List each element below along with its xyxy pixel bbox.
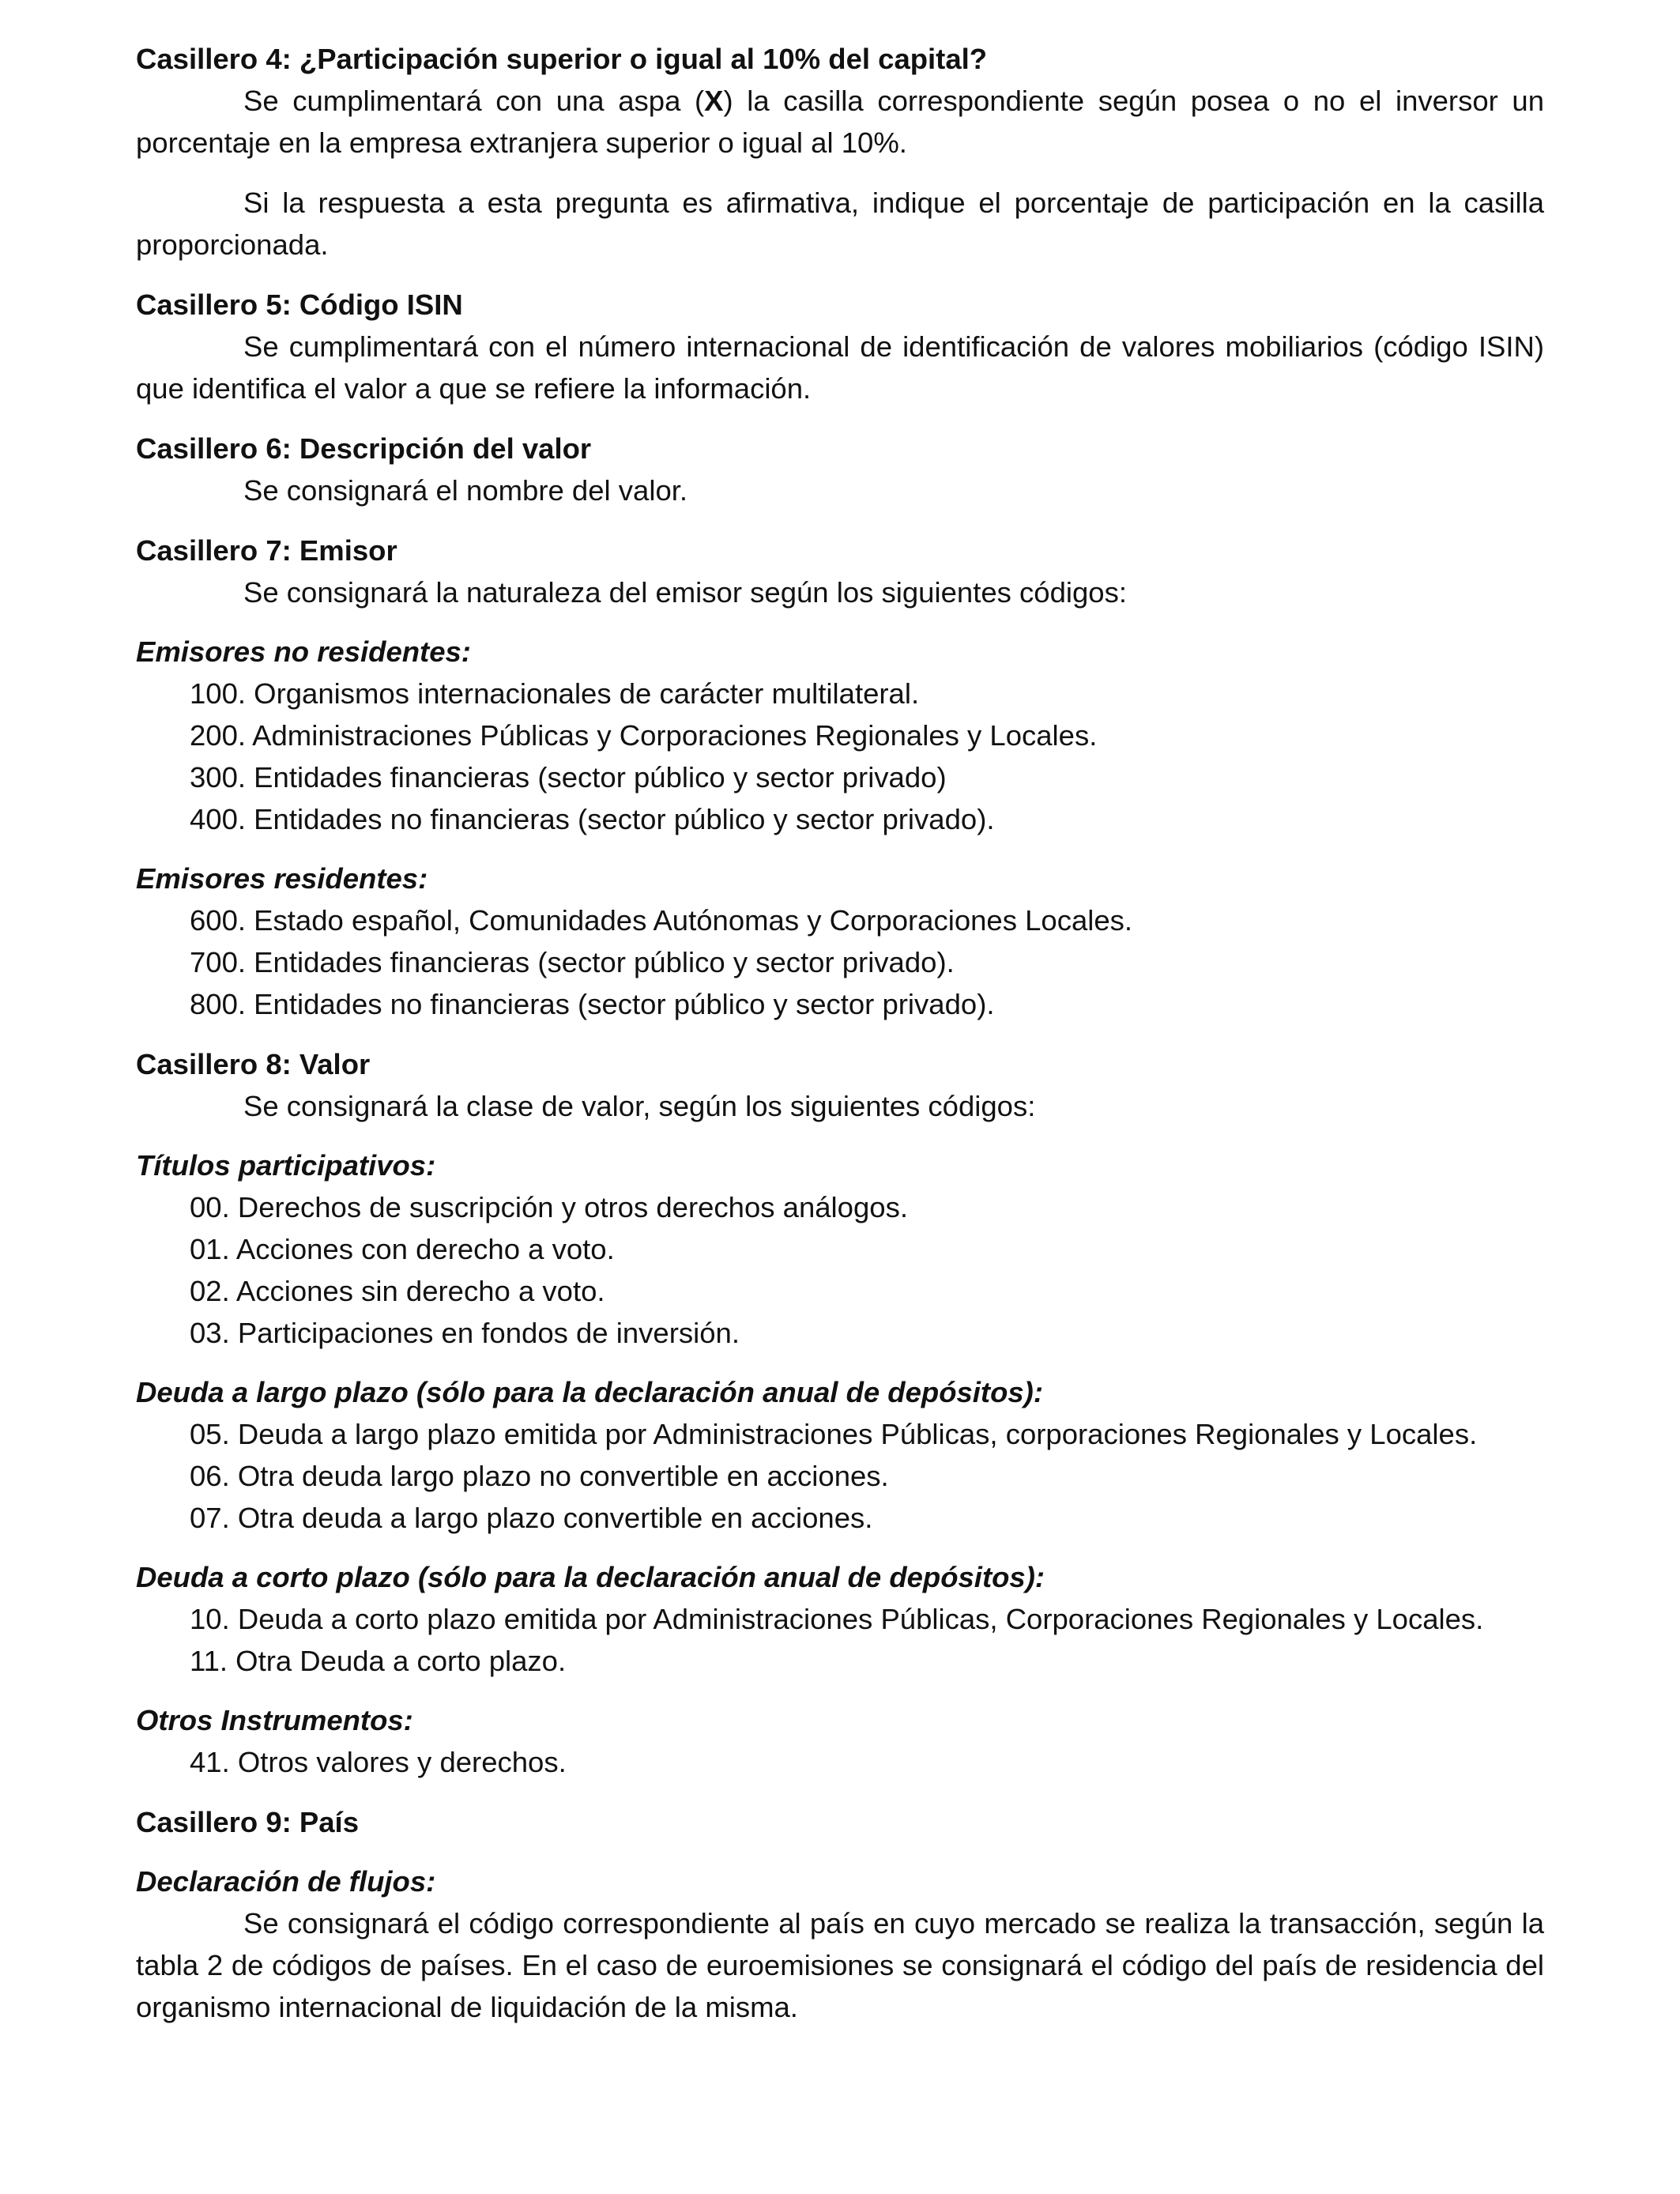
section-heading-casillero-8: Casillero 8: Valor: [136, 1048, 371, 1080]
list-item: 10. Deuda a corto plazo emitida por Administraciones Públicas, Corporaciones Regionales y Locales.: [190, 1603, 1484, 1635]
group-heading: Otros Instrumentos:: [136, 1704, 413, 1736]
list-item: 41. Otros valores y derechos.: [190, 1746, 567, 1778]
group-heading: Títulos participativos:: [136, 1149, 436, 1182]
paragraph: Se consignará la clase de valor, según los siguientes códigos:: [243, 1090, 1036, 1122]
group-heading: Emisores no residentes:: [136, 635, 471, 668]
section-heading-casillero-9: Casillero 9: País: [136, 1806, 360, 1838]
code-list: [136, 1598, 1544, 1682]
list-item: 100. Organismos internacionales de carácter multilateral.: [190, 677, 920, 710]
paragraph: Si la respuesta a esta pregunta es afirmativa, indique el porcentaje de participación en la casilla proporcionada.: [136, 187, 1544, 261]
list-item: 600. Estado español, Comunidades Autónomas y Corporaciones Locales.: [190, 904, 1133, 937]
list-item: 00. Derechos de suscripción y otros derechos análogos.: [190, 1191, 908, 1223]
code-list: [136, 899, 1544, 1025]
code-list: [136, 1741, 1544, 1783]
document-page: [136, 38, 1544, 2028]
paragraph: Se consignará la naturaleza del emisor según los siguientes códigos:: [243, 576, 1127, 609]
list-item: 200. Administraciones Públicas y Corporaciones Regionales y Locales.: [190, 719, 1098, 752]
list-item: 300. Entidades financieras (sector público y sector privado): [190, 761, 947, 794]
code-list: [136, 1186, 1544, 1354]
list-item: 06. Otra deuda largo plazo no convertible en acciones.: [190, 1460, 889, 1492]
text-span: Se cumplimentará con una aspa (: [243, 85, 705, 117]
section-heading-casillero-4: Casillero 4: ¿Participación superior o igual al 10% del capital?: [136, 43, 988, 75]
section-heading-casillero-5: Casillero 5: Código ISIN: [136, 288, 463, 321]
section-heading-casillero-6: Casillero 6: Descripción del valor: [136, 432, 592, 465]
group-heading: Deuda a largo plazo (sólo para la declaración anual de depósitos):: [136, 1376, 1043, 1408]
section-heading-casillero-7: Casillero 7: Emisor: [136, 534, 397, 567]
list-item: 400. Entidades no financieras (sector público y sector privado).: [190, 803, 995, 835]
text-span: ) la casilla correspondiente según posea o no el inversor un porcentaje en la empresa extranjera superior o igual al 10%.: [136, 85, 1544, 159]
list-item: 02. Acciones sin derecho a voto.: [190, 1275, 605, 1307]
code-list: [136, 1413, 1544, 1539]
paragraph: Se consignará el nombre del valor.: [243, 474, 688, 507]
list-item: 03. Participaciones en fondos de inversión.: [190, 1317, 740, 1349]
group-heading: Deuda a corto plazo (sólo para la declaración anual de depósitos):: [136, 1561, 1045, 1593]
list-item: 11. Otra Deuda a corto plazo.: [190, 1645, 567, 1677]
list-item: 01. Acciones con derecho a voto.: [190, 1233, 615, 1265]
list-item: 07. Otra deuda a largo plazo convertible en acciones.: [190, 1502, 873, 1534]
mark-x: X: [704, 85, 724, 117]
paragraph: Se cumplimentará con el número internacional de identificación de valores mobiliarios (código ISIN) que identifica el valor a que se refiere la información.: [136, 330, 1544, 405]
paragraph: [136, 80, 1544, 164]
list-item: 700. Entidades financieras (sector público y sector privado).: [190, 946, 955, 978]
group-heading: Emisores residentes:: [136, 862, 428, 895]
code-list: [136, 673, 1544, 840]
list-item: 05. Deuda a largo plazo emitida por Administraciones Públicas, corporaciones Regionales y Locales.: [190, 1418, 1478, 1450]
list-item: 800. Entidades no financieras (sector público y sector privado).: [190, 988, 995, 1020]
paragraph: Se consignará el código correspondiente al país en cuyo mercado se realiza la transacción, según la tabla 2 de códigos de países. En el caso de euroemisiones se consignará el código del país de residencia del organismo internacional de liquidación de la misma.: [136, 1907, 1544, 2023]
group-heading: Declaración de flujos:: [136, 1865, 436, 1898]
